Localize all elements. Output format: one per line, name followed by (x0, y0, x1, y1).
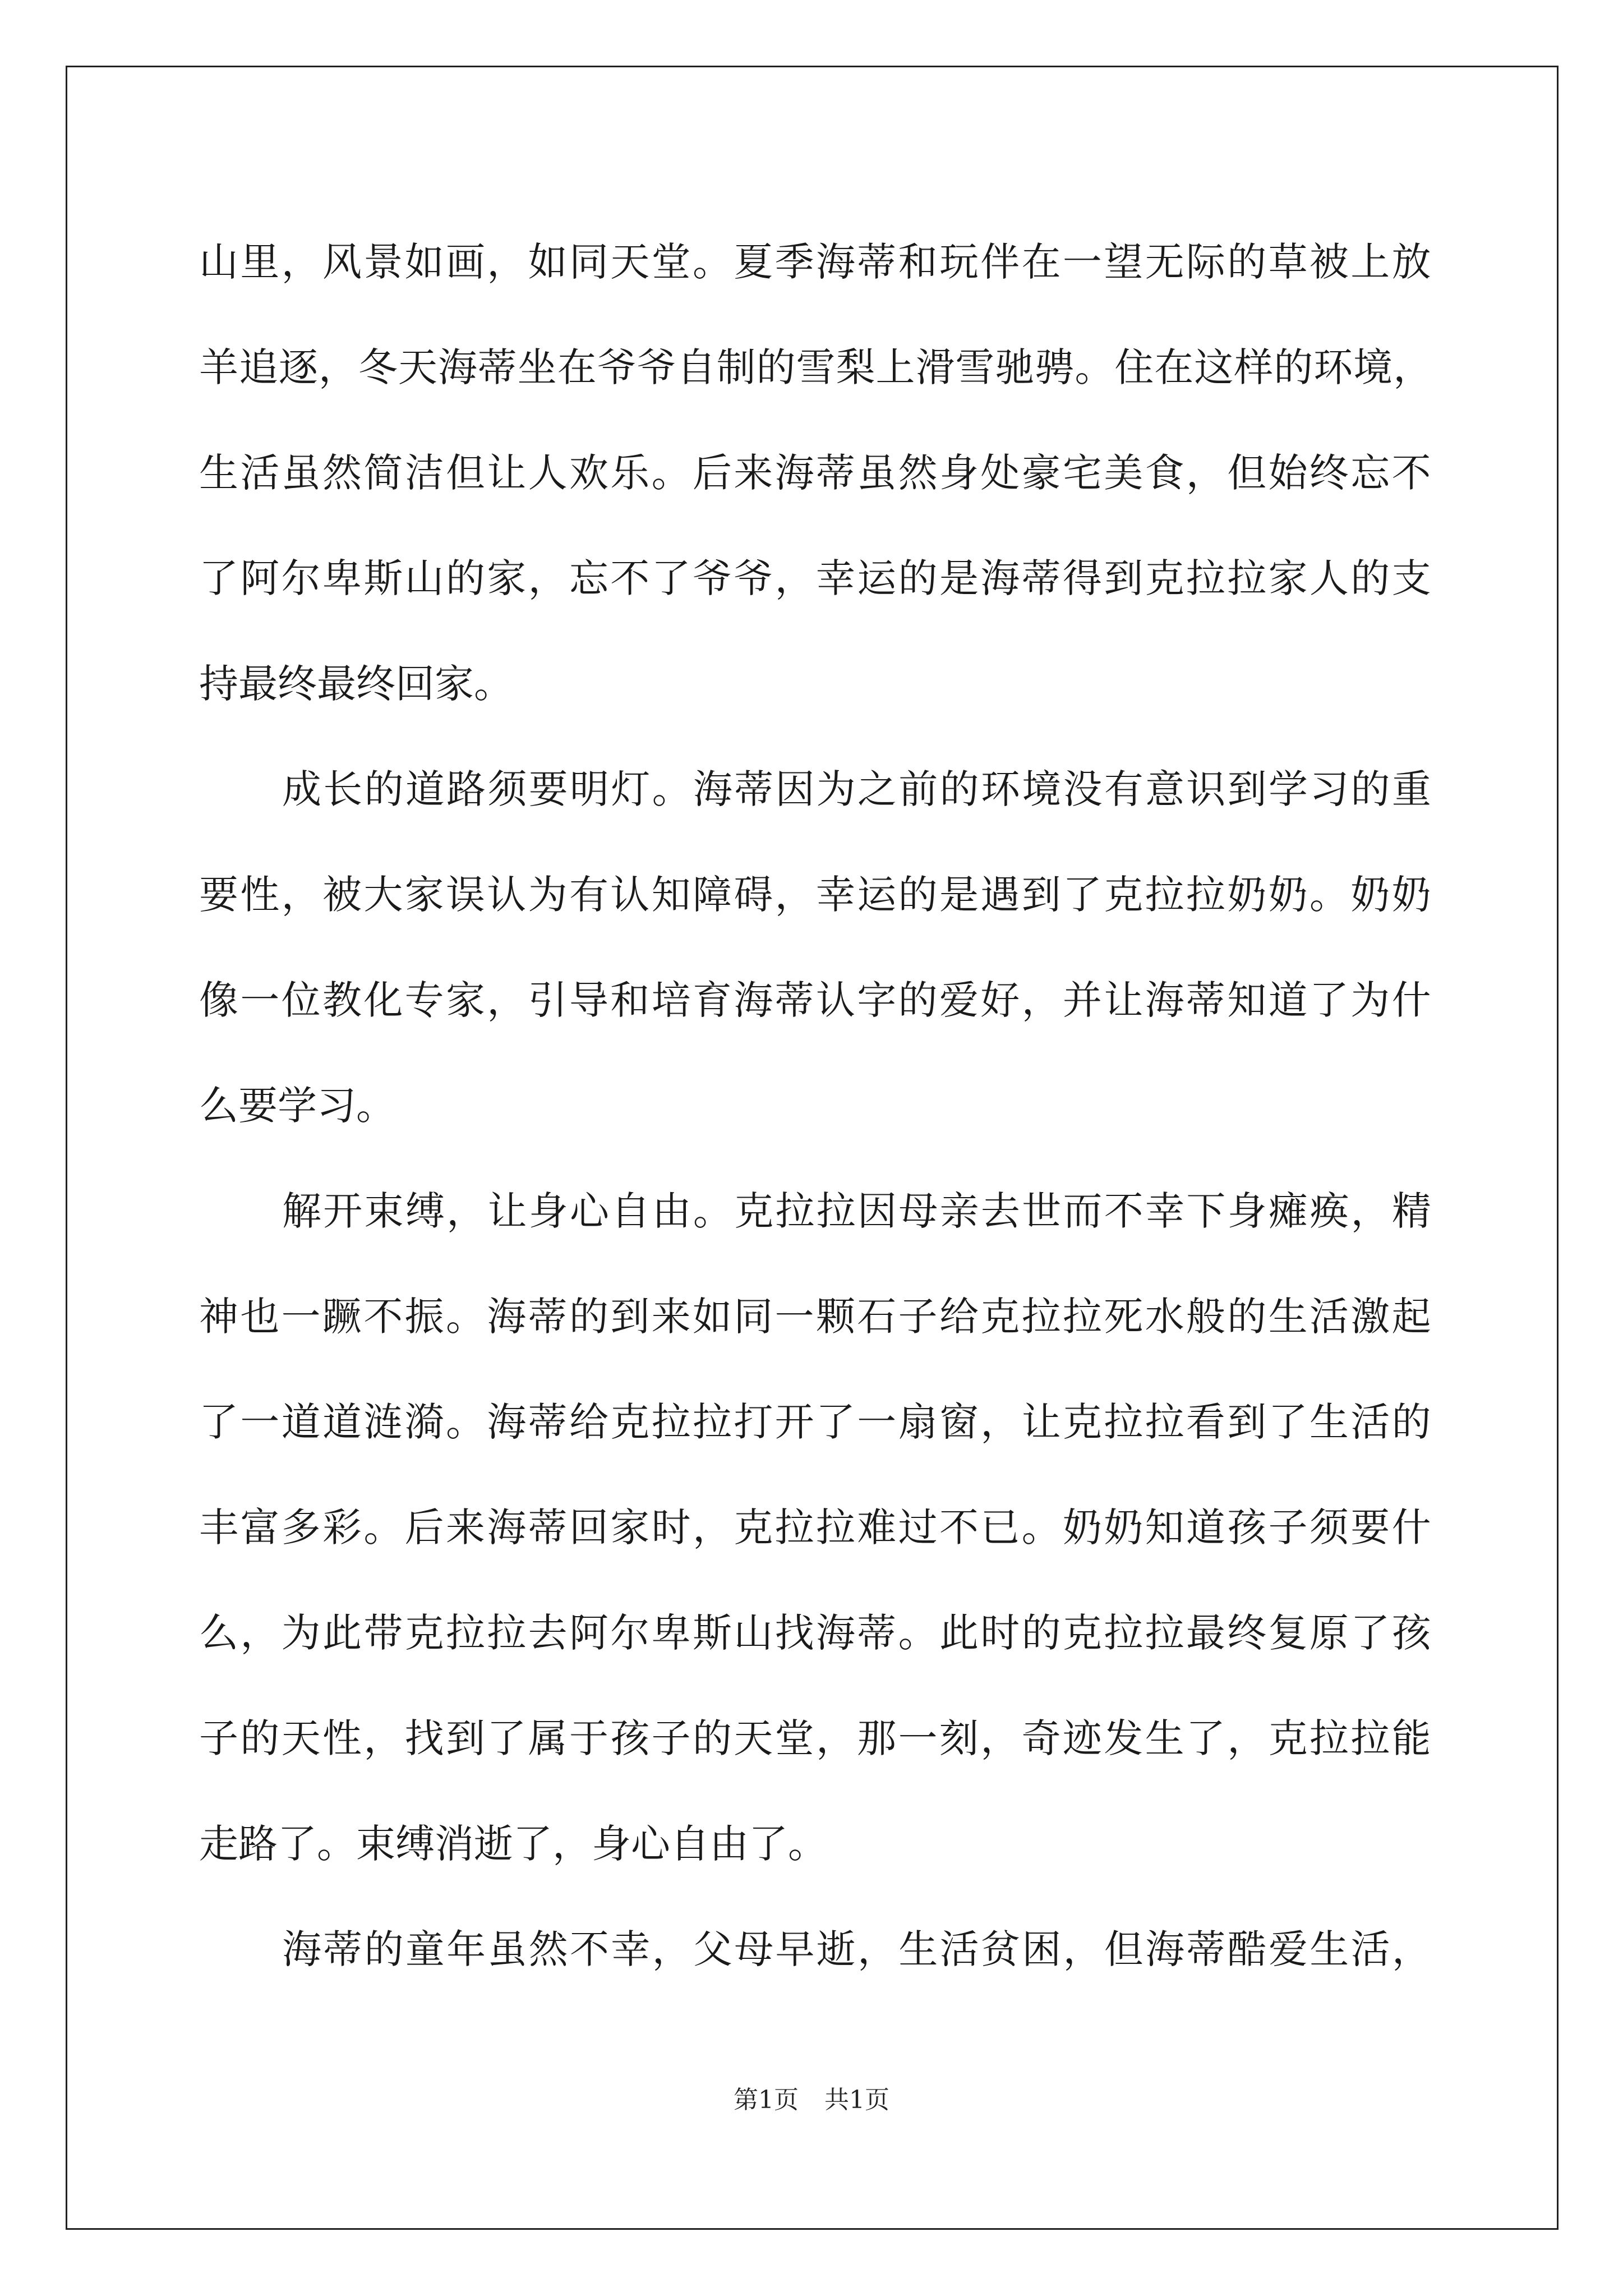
text-line: 子的天性，找到了属于孩子的天堂，那一刻，奇迹发生了，克拉拉能 (199, 1715, 1433, 1761)
page-number: 第1页 (734, 2086, 799, 2114)
text-line: 海蒂的童年虽然不幸，父母早逝，生活贫困，但海蒂酷爱生活， (282, 1926, 1433, 1972)
text-line: 要性，被大家误认为有认知障碍，幸运的是遇到了克拉拉奶奶。奶奶 (199, 872, 1433, 918)
text-line: 成长的道路须要明灯。海蒂因为之前的环境没有意识到学习的重 (282, 766, 1433, 812)
text-line: 了阿尔卑斯山的家，忘不了爷爷，幸运的是海蒂得到克拉拉家人的支 (199, 555, 1433, 601)
text-line: 像一位教化专家，引导和培育海蒂认字的爱好，并让海蒂知道了为什 (199, 977, 1433, 1023)
text-line: 解开束缚，让身心自由。克拉拉因母亲去世而不幸下身瘫痪，精 (282, 1188, 1433, 1234)
text-line: 神也一蹶不振。海蒂的到来如同一颗石子给克拉拉死水般的生活激起 (199, 1294, 1433, 1340)
text-line: 么，为此带克拉拉去阿尔卑斯山找海蒂。此时的克拉拉最终复原了孩 (199, 1610, 1433, 1656)
text-line: 山里，风景如画，如同天堂。夏季海蒂和玩伴在一望无际的草被上放 (199, 239, 1433, 285)
text-line: 么要学习。 (199, 1083, 395, 1129)
page-footer (0, 2083, 1623, 2117)
text-line: 羊追逐，冬天海蒂坐在爷爷自制的雪梨上滑雪驰骋。住在这样的环境， (199, 344, 1433, 390)
text-line: 生活虽然简洁但让人欢乐。后来海蒂虽然身处豪宅美食，但始终忘不 (199, 450, 1433, 496)
text-line: 了一道道涟漪。海蒂给克拉拉打开了一扇窗，让克拉拉看到了生活的 (199, 1399, 1433, 1445)
text-line: 走路了。束缚消逝了，身心自由了。 (199, 1821, 827, 1867)
text-line: 持最终最终回家。 (199, 661, 513, 707)
page-total: 共1页 (824, 2086, 889, 2114)
document-body (199, 209, 1433, 2002)
text-line: 丰富多彩。后来海蒂回家时，克拉拉难过不已。奶奶知道孩子须要什 (199, 1504, 1433, 1550)
